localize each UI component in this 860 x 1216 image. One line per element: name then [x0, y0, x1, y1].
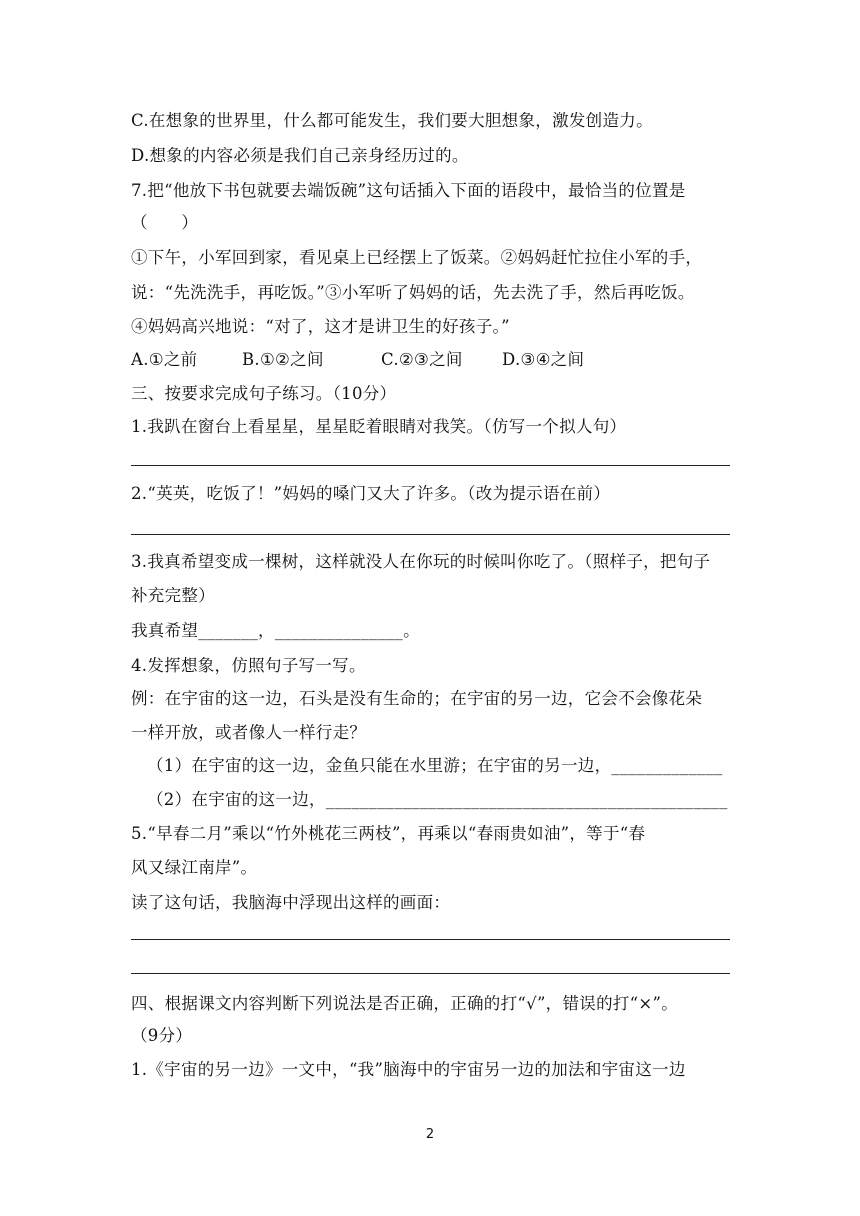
answer-line: [131, 534, 730, 535]
answer-line: [131, 465, 730, 466]
page-number: 2: [425, 1127, 435, 1142]
sentence-5-instruction: 读了这句话，我脑海中浮现出这样的画面：: [131, 893, 451, 912]
question-7-prompt: 7.把“他放下书包就要去端饭碗”这句话插入下面的语段中，最恰当的位置是: [131, 181, 686, 200]
sentence-3-prompt: 3.我真希望变成一棵树，这样就没人在你玩的时候叫你吃了。（照样子，把句子: [131, 552, 711, 571]
q7-option-a: A.①之前: [131, 350, 198, 369]
passage-line-3: ④妈妈高兴地说：“对了，这才是讲卫生的好孩子。”: [131, 317, 510, 336]
option-c-text: C.在想象的世界里，什么都可能发生，我们要大胆想象，激发创造力。: [131, 111, 653, 130]
section-4-score: （9分）: [131, 1026, 193, 1045]
sentence-4-prompt: 4.发挥想象，仿照句子写一写。: [131, 656, 366, 675]
option-d-text: D.想象的内容必须是我们自己亲身经历过的。: [131, 146, 469, 165]
section-3-heading: 三、按要求完成句子练习。（10分）: [131, 384, 397, 403]
judgment-1-text: 1.《宇宙的另一边》一文中，“我”脑海中的宇宙另一边的加法和宇宙这一边: [131, 1060, 686, 1079]
sentence-3-prompt-cont: 补充完整）: [131, 586, 215, 605]
example-line-2: 一样开放，或者像人一样行走？: [131, 723, 367, 742]
question-7-options: [131, 349, 584, 371]
passage-line-2: 说：“先洗洗手，再吃饭。”③小军听了妈妈的话，先去洗了手，然后再吃饭。: [131, 283, 695, 302]
sentence-4-item-1: （1）在宇宙的这一边，金鱼只能在水里游；在宇宙的另一边，_____________: [147, 756, 723, 775]
q7-option-c: C.②③之间: [381, 350, 463, 369]
section-4-heading: 四、根据课文内容判断下列说法是否正确，正确的打“√”，错误的打“×”。: [131, 994, 679, 1013]
question-7-answer-bracket: （ ）: [131, 213, 199, 232]
answer-line: [131, 973, 730, 974]
sentence-3-fill: 我真希望_______，_______________。: [131, 621, 420, 640]
q7-option-b: B.①②之间: [242, 350, 324, 369]
example-line-1: 例：在宇宙的这一边，石头是没有生命的；在宇宙的另一边，它会不会像花朵: [131, 689, 703, 708]
passage-line-1: ①下午，小军回到家，看见桌上已经摆上了饭菜。②妈妈赶忙拉住小军的手，: [131, 248, 703, 267]
sentence-5-prompt: 5.“早春二月”乘以“竹外桃花三两枝”，再乘以“春雨贵如油”，等于“春: [131, 824, 646, 843]
sentence-2-prompt: 2.“英英，吃饭了！”妈妈的嗓门又大了许多。（改为提示语在前）: [131, 484, 611, 503]
sentence-1-prompt: 1.我趴在窗台上看星星，星星眨着眼睛对我笑。（仿写一个拟人句）: [131, 417, 627, 436]
q7-option-d: D.③④之间: [502, 350, 585, 369]
sentence-5-prompt-cont: 风又绿江南岸”。: [131, 858, 258, 877]
sentence-4-item-2: （2）在宇宙的这一边，_______________________________________________: [147, 790, 728, 809]
answer-line: [131, 939, 730, 940]
